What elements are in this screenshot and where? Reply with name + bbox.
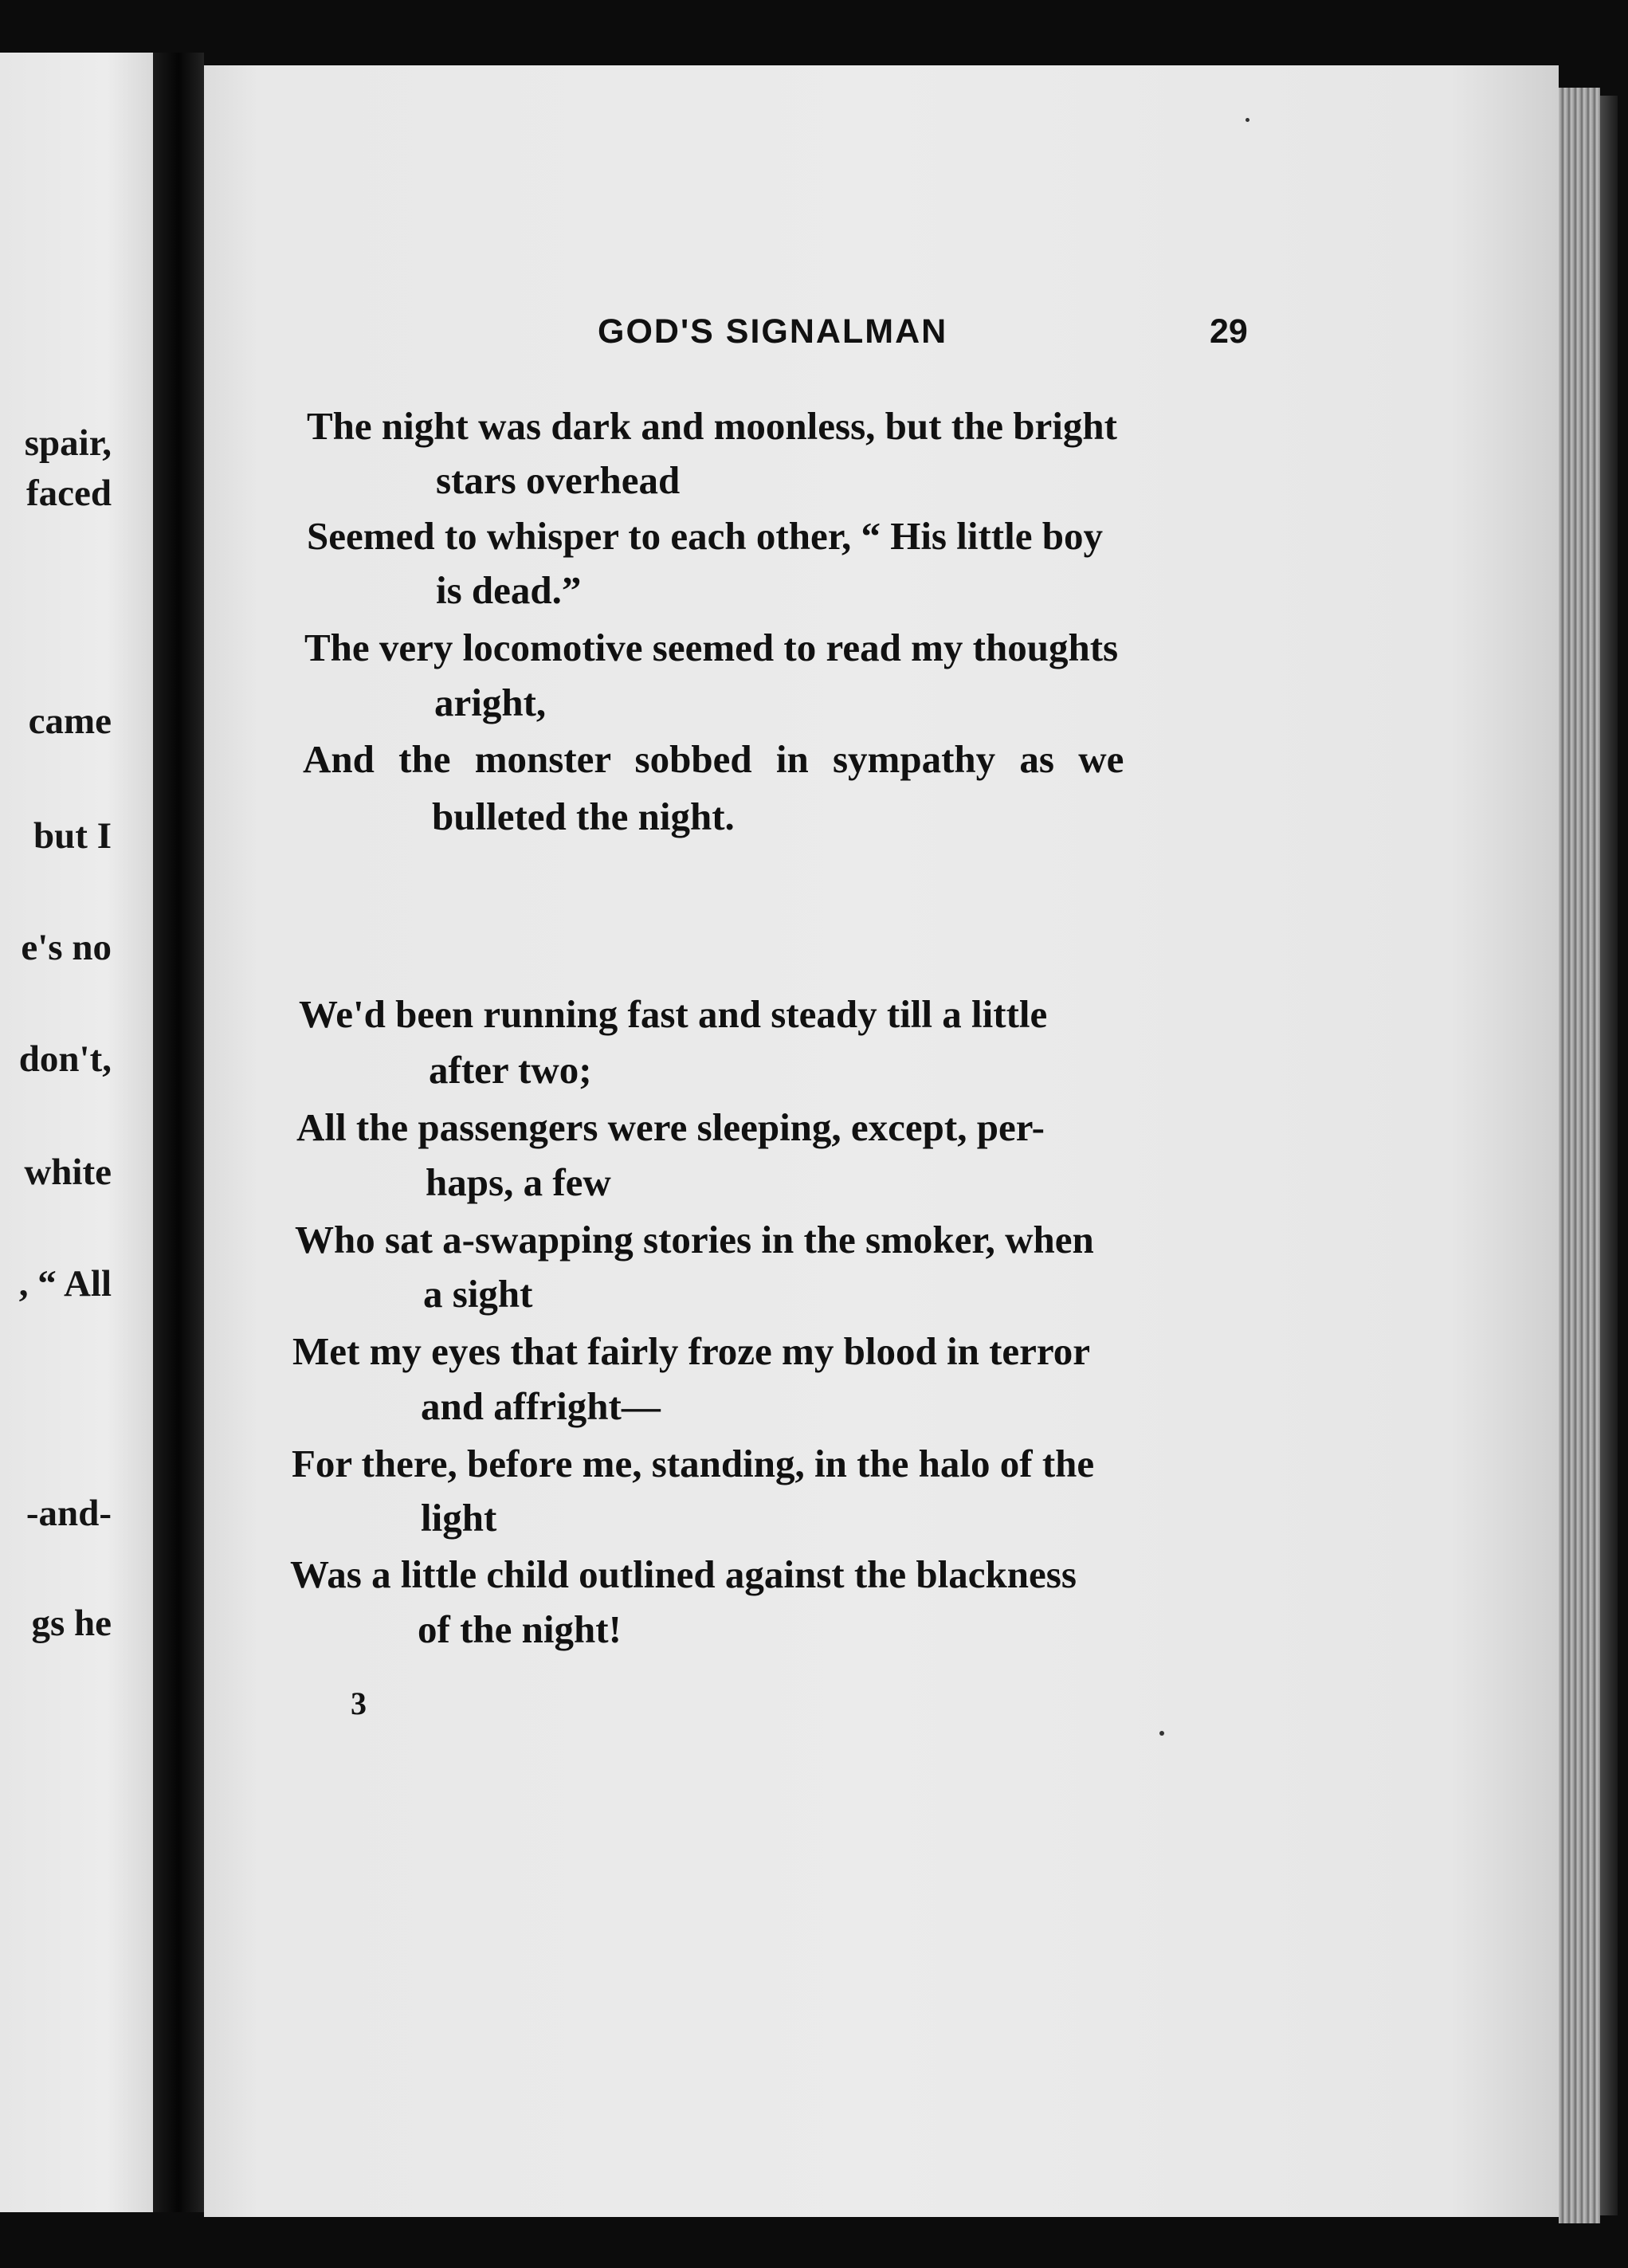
page-number: 29	[1210, 312, 1248, 351]
verse-line: of the night!	[418, 1607, 622, 1651]
verse-line: And the monster sobbed in sympathy as we	[303, 737, 1124, 781]
left-page-line: spair,	[24, 422, 112, 464]
verse-line: Seemed to whisper to each other, “ His little boy	[307, 514, 1103, 558]
left-page-line: -and-	[25, 1493, 112, 1534]
page-edge-stack	[1559, 88, 1600, 2223]
signature-mark: 3	[351, 1685, 367, 1721]
page-edge-shadow	[1600, 96, 1618, 2215]
verse-line: We'd been running fast and steady till a little	[299, 992, 1048, 1036]
left-page-line: e's no	[21, 927, 112, 968]
verse-line: The very locomotive seemed to read my thoughts	[304, 626, 1119, 669]
verse-line: Was a little child outlined against the blackness	[290, 1552, 1077, 1596]
left-page-line: white	[24, 1152, 112, 1193]
verse-line: Met my eyes that fairly froze my blood in terror	[292, 1329, 1091, 1373]
left-page-line: faced	[25, 473, 112, 514]
verse-line: light	[421, 1496, 497, 1540]
verse-line: haps, a few	[426, 1160, 611, 1204]
verse-line: and affright—	[421, 1384, 661, 1428]
left-page-line: but I	[33, 815, 112, 857]
running-head: GOD'S SIGNALMAN	[598, 312, 948, 351]
book-gutter	[153, 53, 204, 2212]
dust-speck	[1159, 1731, 1164, 1736]
previous-page-fragment	[0, 53, 153, 2212]
dust-speck	[1246, 118, 1249, 122]
left-page-line: came	[28, 700, 112, 742]
verse-line: For there, before me, standing, in the halo of the	[292, 1442, 1095, 1485]
verse-line: All the passengers were sleeping, except, per-	[296, 1105, 1045, 1149]
left-page-line: don't,	[18, 1038, 112, 1080]
verse-line: is dead.”	[436, 568, 582, 612]
verse-line: Who sat a-swapping stories in the smoker, when	[295, 1218, 1094, 1262]
left-page-line: , “ All	[18, 1263, 112, 1305]
verse-line: a sight	[423, 1272, 533, 1316]
verse-line: The night was dark and moonless, but the bright	[307, 404, 1117, 448]
left-page-line: gs he	[31, 1603, 112, 1644]
verse-line: bulleted the night.	[432, 795, 735, 838]
verse-line: stars overhead	[436, 458, 681, 502]
verse-line: aright,	[434, 681, 547, 724]
verse-line: after two;	[429, 1048, 592, 1092]
